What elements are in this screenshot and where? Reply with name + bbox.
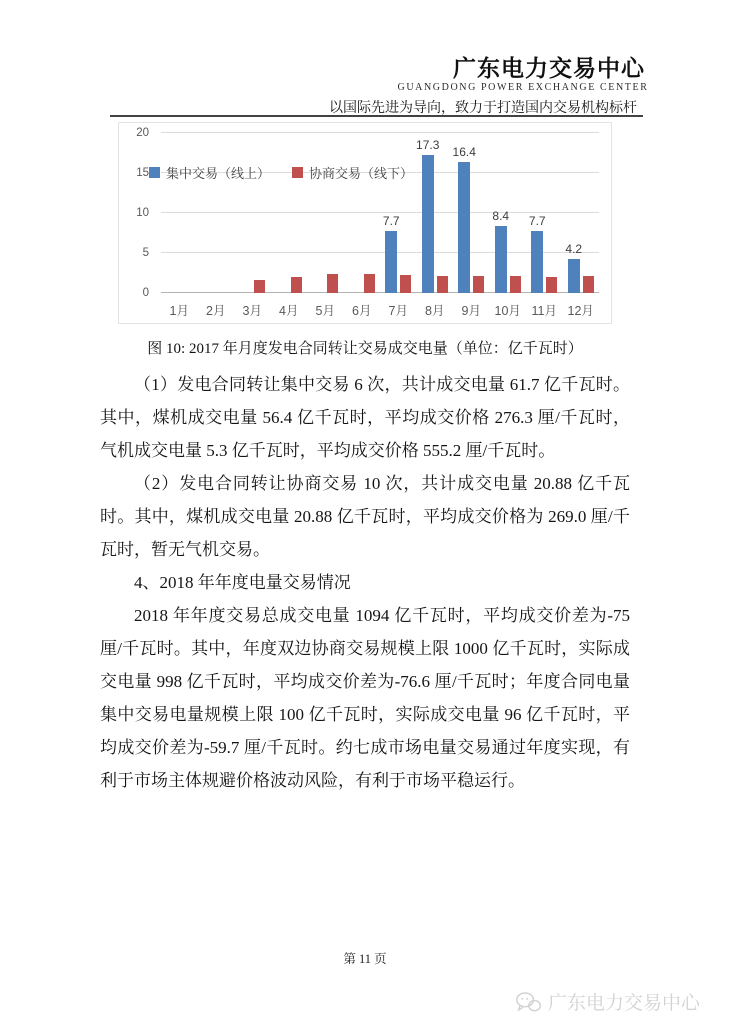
bar-offline xyxy=(437,276,448,293)
category-5月 xyxy=(307,133,343,318)
legend-swatch-online-icon xyxy=(149,167,160,178)
legend-label-online: 集中交易（线上） xyxy=(166,166,271,181)
bar-offline xyxy=(583,276,594,293)
y-tick-label: 20 xyxy=(136,127,149,139)
org-slogan: 以国际先进为导向，致力于打造国内交易机构标杆 xyxy=(329,99,637,115)
y-tick-label: 5 xyxy=(142,247,149,259)
org-title: 广东电力交易中心 xyxy=(453,55,645,81)
category-6月 xyxy=(344,133,380,318)
x-tick-label: 8月 xyxy=(425,304,445,318)
category-12月 xyxy=(563,133,599,318)
bar-offline xyxy=(400,275,411,293)
x-tick-label: 2月 xyxy=(206,304,226,318)
x-tick-label: 5月 xyxy=(315,304,335,318)
category-11月 xyxy=(526,133,562,318)
category-2月 xyxy=(197,133,233,318)
x-tick-label: 1月 xyxy=(169,304,189,318)
category-1月 xyxy=(161,133,197,318)
bar-value-label: 4.2 xyxy=(565,242,583,257)
bar-offline xyxy=(327,274,338,293)
paragraph-annual-trade: 2018 年年度交易总成交电量 1094 亿千瓦时，平均成交价差为-75 厘/千瓦时。其中，年度双边协商交易规模上限 1000 亿千瓦时，实际成交电量 998 亿千瓦时，平均成交价差为-76.6 厘/千瓦时；年度合同电量集中交易电量规模上限 100 亿千瓦时，实际成交电量 96 亿千瓦时，平均成交价差为-59.7 厘/千瓦时。约七成市场电量交易通过年度实现，有利于市场主体规避价格波动风险，有利于市场平稳运行。 xyxy=(100,606,630,790)
bar-offline xyxy=(473,276,484,293)
chart-caption: 图 10: 2017 年月度发电合同转让交易成交电量（单位：亿千瓦时） xyxy=(147,341,583,357)
bar-offline xyxy=(291,277,302,293)
brand-watermark xyxy=(515,988,700,1015)
org-subtitle: GUANGDONG POWER EXCHANGE CENTER xyxy=(397,82,649,93)
body-text xyxy=(100,368,630,797)
chart-legend xyxy=(149,163,413,182)
x-tick-label: 12月 xyxy=(567,304,594,318)
x-tick-label: 10月 xyxy=(494,304,521,318)
legend-item-online xyxy=(149,163,270,182)
x-tick-label: 9月 xyxy=(461,304,481,318)
x-tick-label: 7月 xyxy=(388,304,408,318)
legend-swatch-offline-icon xyxy=(292,167,303,178)
wechat-icon xyxy=(515,991,541,1013)
monthly-volume-chart xyxy=(118,122,612,324)
bar-online xyxy=(492,208,510,293)
chart-y-axis xyxy=(123,127,153,299)
y-tick-label: 10 xyxy=(136,207,149,219)
bar-online xyxy=(416,137,440,293)
paragraph-negotiated-trade: （2）发电合同转让协商交易 10 次，共计成交电量 20.88 亿千瓦时。其中，煤机成交电量 20.88 亿千瓦时，平均成交价格为 269.0 厘/千瓦时，暂无气机交易。 xyxy=(100,474,630,559)
bar-online xyxy=(528,214,546,293)
category-3月 xyxy=(234,133,270,318)
paragraph-centralized-trade: （1）发电合同转让集中交易 6 次，共计成交电量 61.7 亿千瓦时。其中，煤机成交电量 56.4 亿千瓦时，平均成交价格 276.3 厘/千瓦时，气机成交电量 5.3 亿千瓦时，平均成交价格 555.2 厘/千瓦时。 xyxy=(100,375,630,460)
x-tick-label: 3月 xyxy=(242,304,262,318)
category-7月 xyxy=(380,133,416,318)
chart-plot xyxy=(161,133,599,318)
bar-value-label: 7.7 xyxy=(382,214,400,229)
bar-online xyxy=(452,144,476,293)
category-9月 xyxy=(452,133,489,318)
x-tick-label: 11月 xyxy=(531,304,557,318)
x-tick-label: 6月 xyxy=(352,304,372,318)
watermark-text: 广东电力交易中心 xyxy=(547,993,700,1014)
category-10月 xyxy=(490,133,526,318)
legend-label-offline: 协商交易（线下） xyxy=(309,166,414,181)
bar-value-label: 7.7 xyxy=(528,214,546,229)
bar-offline xyxy=(510,276,521,293)
bar-offline xyxy=(546,277,557,293)
bar-online xyxy=(382,214,400,293)
category-8月 xyxy=(416,133,453,318)
bar-value-label: 16.4 xyxy=(452,144,476,159)
header-divider xyxy=(110,115,643,117)
page-number: 第 11 页 xyxy=(343,952,387,966)
bar-offline xyxy=(364,274,375,293)
bar-offline xyxy=(254,280,265,293)
category-4月 xyxy=(271,133,307,318)
x-tick-label: 4月 xyxy=(279,304,299,318)
y-tick-label: 0 xyxy=(142,287,149,299)
section-heading: 4、2018 年年度电量交易情况 xyxy=(134,573,351,592)
bar-online xyxy=(565,242,583,293)
bar-value-label: 8.4 xyxy=(492,208,510,223)
y-tick-label: 15 xyxy=(136,167,149,179)
bar-value-label: 17.3 xyxy=(416,137,440,152)
legend-item-offline xyxy=(292,163,413,182)
